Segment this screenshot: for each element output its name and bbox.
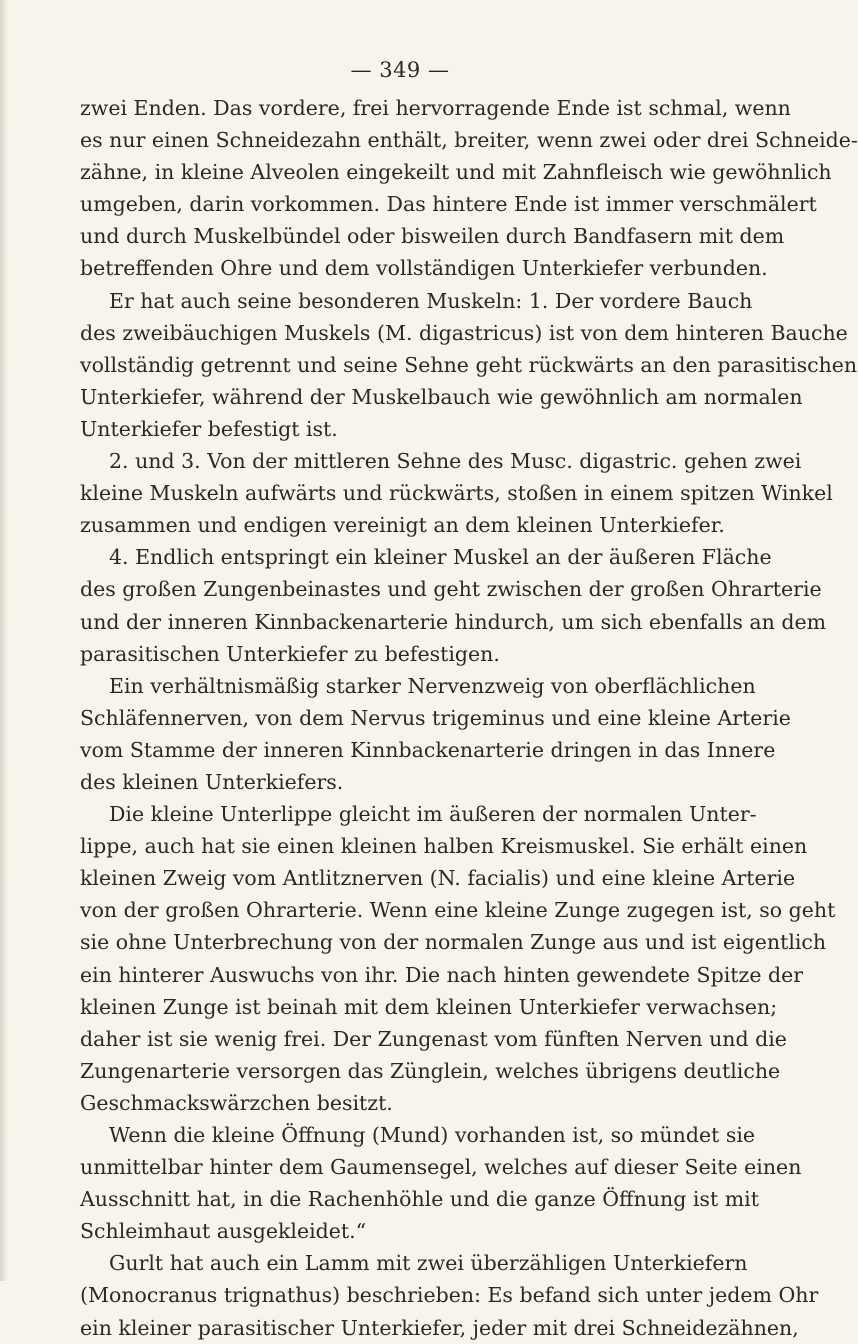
text-line: lippe, auch hat sie einen kleinen halben Kreismuskel. Sie erhält einen [80,834,808,859]
text-line: des großen Zungenbeinastes und geht zwischen der großen Ohrarterie [80,577,822,602]
text-line: und der inneren Kinnbackenarterie hindurch, um sich ebenfalls an dem [80,609,827,634]
text-line: Unterkiefer befestigt ist. [80,416,338,441]
text-line: Ausschnitt hat, in die Rachenhöhle und die ganze Öffnung ist mit [80,1187,759,1212]
text-line: Schläfennerven, von dem Nervus trigeminus und eine kleine Arterie [80,705,791,730]
text-line: Schleimhaut ausgekleidet.“ [80,1219,367,1244]
text-line: von der großen Ohrarterie. Wenn eine kleine Zunge zugegen ist, so geht [80,898,836,923]
page-edge-shadow [0,0,8,1281]
text-line: zusammen und endigen vereinigt an dem kleinen Unterkiefer. [80,513,725,538]
text-line: ein hinterer Auswuchs von ihr. Die nach hinten gewendete Spitze der [80,962,804,987]
text-line: (Monocranus trignathus) beschrieben: Es befand sich unter jedem Ohr [80,1283,819,1308]
text-line: Zungenarterie versorgen das Zünglein, welches übrigens deutliche [80,1058,781,1083]
text-line: kleinen Zunge ist beinah mit dem kleinen Unterkiefer verwachsen; [80,994,778,1019]
text-line: umgeben, darin vorkommen. Das hintere Ende ist immer verschmälert [80,192,817,217]
text-line: Unterkiefer, während der Muskelbauch wie gewöhnlich am normalen [80,384,803,409]
text-line: Ein verhältnismäßig starker Nervenzweig von oberflächlichen [109,673,756,698]
text-line: zähne, in kleine Alveolen eingekeilt und mit Zahnfleisch wie gewöhnlich [80,160,832,185]
text-line: Geschmackswärzchen besitzt. [80,1090,393,1115]
text-line: des zweibäuchigen Muskels (M. digastricus) ist von dem hinteren Bauche [80,320,848,345]
text-line: betreffenden Ohre und dem vollständigen Unterkiefer verbunden. [80,256,768,281]
text-line: kleinen Zweig vom Antlitznerven (N. facialis) und eine kleine Arterie [80,866,796,891]
body-text [80,92,858,1344]
text-line: vollständig getrennt und seine Sehne geht rückwärts an den parasitischen [80,352,858,377]
text-line: kleine Muskeln aufwärts und rückwärts, stoßen in einem spitzen Winkel [80,481,833,506]
text-line: Er hat auch seine besonderen Muskeln: 1. Der vordere Bauch [109,288,753,313]
text-line: parasitischen Unterkiefer zu befestigen. [80,641,500,666]
text-line: es nur einen Schneidezahn enthält, breiter, wenn zwei oder drei Schneide- [80,128,858,153]
text-line: vom Stamme der inneren Kinnbackenarterie dringen in das Innere [80,737,776,762]
text-line: zwei Enden. Das vordere, frei hervorragende Ende ist schmal, wenn [80,96,791,120]
text-line: des kleinen Unterkiefers. [80,769,344,794]
text-line: ein kleiner parasitischer Unterkiefer, jeder mit drei Schneidezähnen, [80,1315,799,1340]
text-line: unmittelbar hinter dem Gaumensegel, welches auf dieser Seite einen [80,1155,802,1180]
page-number: — 349 — [350,58,450,82]
text-line: Gurlt hat auch ein Lamm mit zwei überzähligen Unterkiefern [109,1251,748,1276]
text-line: daher ist sie wenig frei. Der Zungenast vom fünften Nerven und die [80,1026,787,1051]
text-line: 4. Endlich entspringt ein kleiner Muskel an der äußeren Fläche [109,545,772,570]
text-line: 2. und 3. Von der mittleren Sehne des Musc. digastric. gehen zwei [109,449,802,474]
text-line: und durch Muskelbündel oder bisweilen durch Bandfasern mit dem [80,224,785,249]
text-line: Wenn die kleine Öffnung (Mund) vorhanden ist, so mündet sie [109,1123,756,1147]
text-line: sie ohne Unterbrechung von der normalen Zunge aus und ist eigentlich [80,930,827,955]
text-line: Die kleine Unterlippe gleicht im äußeren der normalen Unter- [109,802,757,827]
